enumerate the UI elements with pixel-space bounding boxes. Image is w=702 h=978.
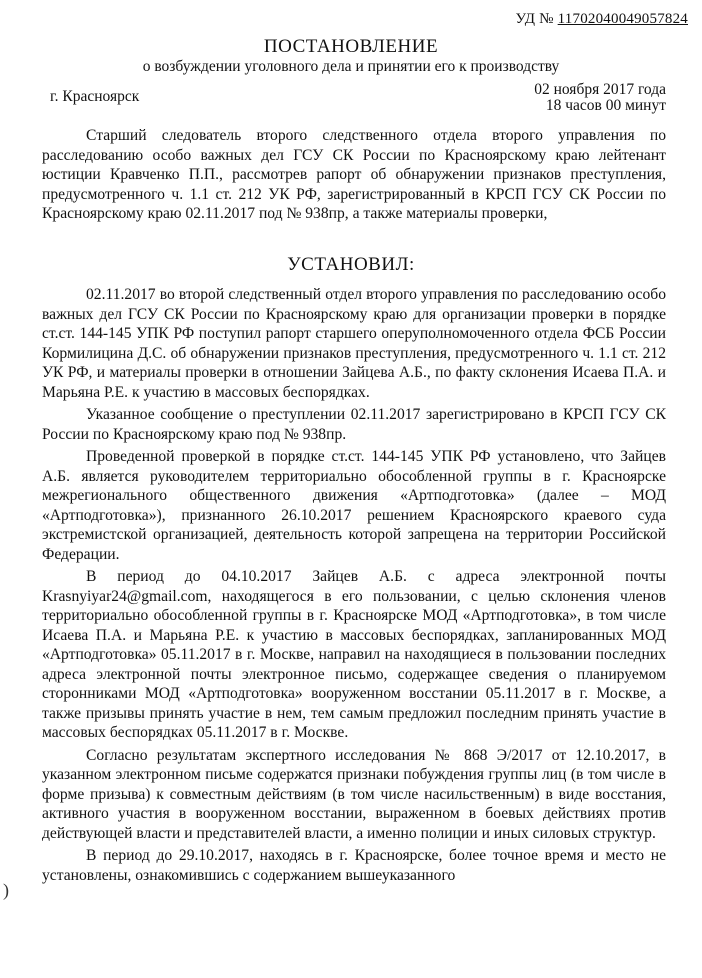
date: 02 ноября 2017 года bbox=[534, 81, 666, 98]
paragraph: Указанное сообщение о преступлении 02.11.2017 зарегистрировано в КРСП ГСУ СК России по Красноярскому краю под № 938пр. bbox=[42, 406, 666, 443]
paragraph: Проведенной проверкой в порядке ст.ст. 144-145 УПК РФ установлено, что Зайцев А.Б. является руководителем территориально обособленной группы в г. Красноярске межрегионального общественного движения «Артподготовка» (далее – МОД «Артподготовка»), признанного 26.10.2017 решением Красноярского краевого суда экстремистской организацией, деятельность которой запрещена на территории Российской Федерации. bbox=[42, 448, 666, 563]
margin-mark: ) bbox=[3, 880, 9, 900]
date-time-block bbox=[534, 82, 666, 114]
case-number-label: УД № bbox=[515, 11, 554, 27]
intro-block bbox=[42, 126, 666, 224]
time: 18 часов 00 минут bbox=[545, 97, 666, 114]
main-text bbox=[42, 285, 666, 888]
document-title: ПОСТАНОВЛЕНИЕ bbox=[263, 36, 439, 57]
section-heading: УСТАНОВИЛ: bbox=[287, 254, 415, 275]
case-number-value: 11702040049057824 bbox=[557, 11, 688, 27]
paragraph: В период до 04.10.2017 Зайцев А.Б. с адреса электронной почты Krasnyiyar24@gmail.com, находящегося в его пользовании, с целью склонения членов территориально обособленной группы в г. Красноярске МОД «Артподготовка», в том числе Исаева П.А. и Марьяна Р.Е. к участию в массовых беспорядках, запланированных МОД «Артподготовка» 05.11.2017 в г. Москве, направил на находящиеся в пользовании последних адреса электронной почты электронное письмо, содержащее сведения о планируемом сторонниками МОД «Артподготовка» вооруженном восстании 05.11.2017 в г. Москве, а также призывы принять участие в нем, тем самым предложил последним принять участие в массовых беспорядках 05.11.2017 в г. Москве. bbox=[42, 568, 666, 741]
paragraph: Согласно результатам экспертного исследования № 868 Э/2017 от 12.10.2017, в указанном электронном письме содержатся признаки побуждения группы лиц (в том числе в форме призыва) к совместным действиям (в том числе насильственным) в виде восстания, активного участия в вооруженном восстании, выраженном в боевых действиях против действующей власти и представителей власти, а именно полиции и иных силовых структур. bbox=[42, 746, 666, 842]
paragraph: В период до 29.10.2017, находясь в г. Красноярске, более точное время и место не установлены, ознакомившись с содержанием вышеуказанного bbox=[42, 847, 666, 884]
place: г. Красноярск bbox=[50, 88, 140, 105]
case-number bbox=[516, 11, 689, 28]
paragraph: 02.11.2017 во второй следственный отдел второго управления по расследованию особо важных дел ГСУ СК России по Красноярскому краю для организации проверки в порядке ст.ст. 144-145 УПК РФ поступил рапорт старшего оперуполномоченного отдела ФСБ России Кормилицина Д.С. об обнаружении признаков преступления, предусмотренного ч. 1.1 ст. 212 УК РФ, и материалы проверки в отношении Зайцева А.Б., по факту склонения Исаева П.А. и Марьяна Р.Е. к участию в массовых беспорядках. bbox=[42, 286, 666, 401]
intro-paragraph: Старший следователь второго следственного отдела второго управления по расследованию особо важных дел ГСУ СК России по Красноярскому краю лейтенант юстиции Кравченко П.П., рассмотрев рапорт об обнаружении признаков преступления, предусмотренного ч. 1.1 ст. 212 УК РФ, зарегистрированный в КРСП ГСУ СК России по Красноярскому краю 02.11.2017 под № 938пр, а также материалы проверки, bbox=[42, 127, 666, 222]
document-subtitle: о возбуждении уголовного дела и принятии его к производству bbox=[142, 58, 560, 75]
